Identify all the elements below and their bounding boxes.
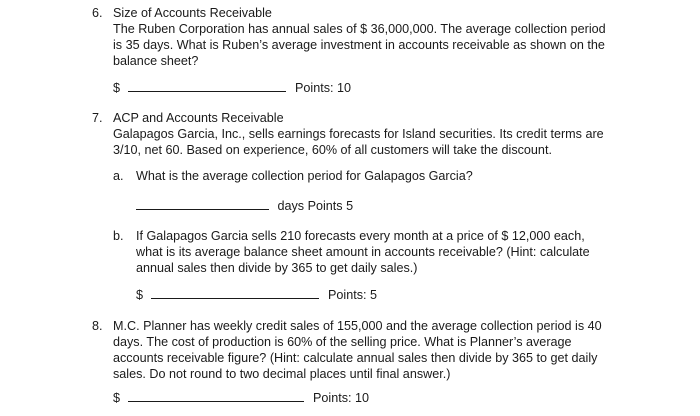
q6-points: Points: 10 xyxy=(295,81,352,95)
q7b-line: what is its average balance sheet amount in accounts receivable? (Hint: calculate xyxy=(136,245,590,259)
q6-number: 6. xyxy=(92,6,103,20)
q8-text xyxy=(113,318,602,382)
q7a-points: days Points 5 xyxy=(277,199,354,213)
q8-line: M.C. Planner has weekly credit sales of 155,000 and the average collection period is 40 xyxy=(113,319,602,333)
q7b-text xyxy=(136,228,590,276)
q8-line: days. The cost of production is 60% of the selling price. What is Planner’s average xyxy=(113,335,572,349)
q6-title: Size of Accounts Receivable xyxy=(113,6,272,20)
q6-line: is 35 days. What is Ruben’s average investment in accounts receivable as shown on the xyxy=(113,38,605,52)
q8-answer-row xyxy=(113,390,369,406)
q6-line: The Ruben Corporation has annual sales of $ 36,000,000. The average collection period xyxy=(113,22,606,36)
q8-line: accounts receivable figure? (Hint: calculate annual sales then divide by 365 to get daily xyxy=(113,351,598,365)
q7-line: 3/10, net 60. Based on experience, 60% of all customers will take the discount. xyxy=(113,143,552,157)
q8-number: 8. xyxy=(92,319,103,333)
q7a-answer-blank[interactable] xyxy=(136,198,269,210)
q7a-text: What is the average collection period for Galapagos Garcia? xyxy=(136,169,473,183)
q7b-currency: $ xyxy=(136,288,144,302)
q6-answer-row xyxy=(113,80,351,96)
q7b-points: Points: 5 xyxy=(328,288,378,302)
q8-answer-blank[interactable] xyxy=(128,390,304,402)
q6-line: balance sheet? xyxy=(113,54,199,68)
q7-line: Galapagos Garcia, Inc., sells earnings forecasts for Island securities. Its credit terms are xyxy=(113,127,604,141)
q7-title: ACP and Accounts Receivable xyxy=(113,111,284,125)
q8-points: Points: 10 xyxy=(313,391,370,405)
q7a-answer-row xyxy=(136,198,353,214)
q7b-line: If Galapagos Garcia sells 210 forecasts every month at a price of $ 12,000 each, xyxy=(136,229,585,243)
q6-text xyxy=(113,5,606,69)
q7-number: 7. xyxy=(92,111,103,125)
q8-currency: $ xyxy=(113,391,121,405)
q7-text xyxy=(113,110,604,158)
q8-line: sales. Do not round to two decimal places until final answer.) xyxy=(113,367,451,381)
q7b-line: annual sales then divide by 365 to get daily sales.) xyxy=(136,261,418,275)
q6-answer-blank[interactable] xyxy=(128,80,286,92)
q7b-letter: b. xyxy=(113,229,124,243)
q6-currency: $ xyxy=(113,81,121,95)
q7a-letter: a. xyxy=(113,169,124,183)
q7b-answer-blank[interactable] xyxy=(151,287,319,299)
q7b-answer-row xyxy=(136,287,377,303)
